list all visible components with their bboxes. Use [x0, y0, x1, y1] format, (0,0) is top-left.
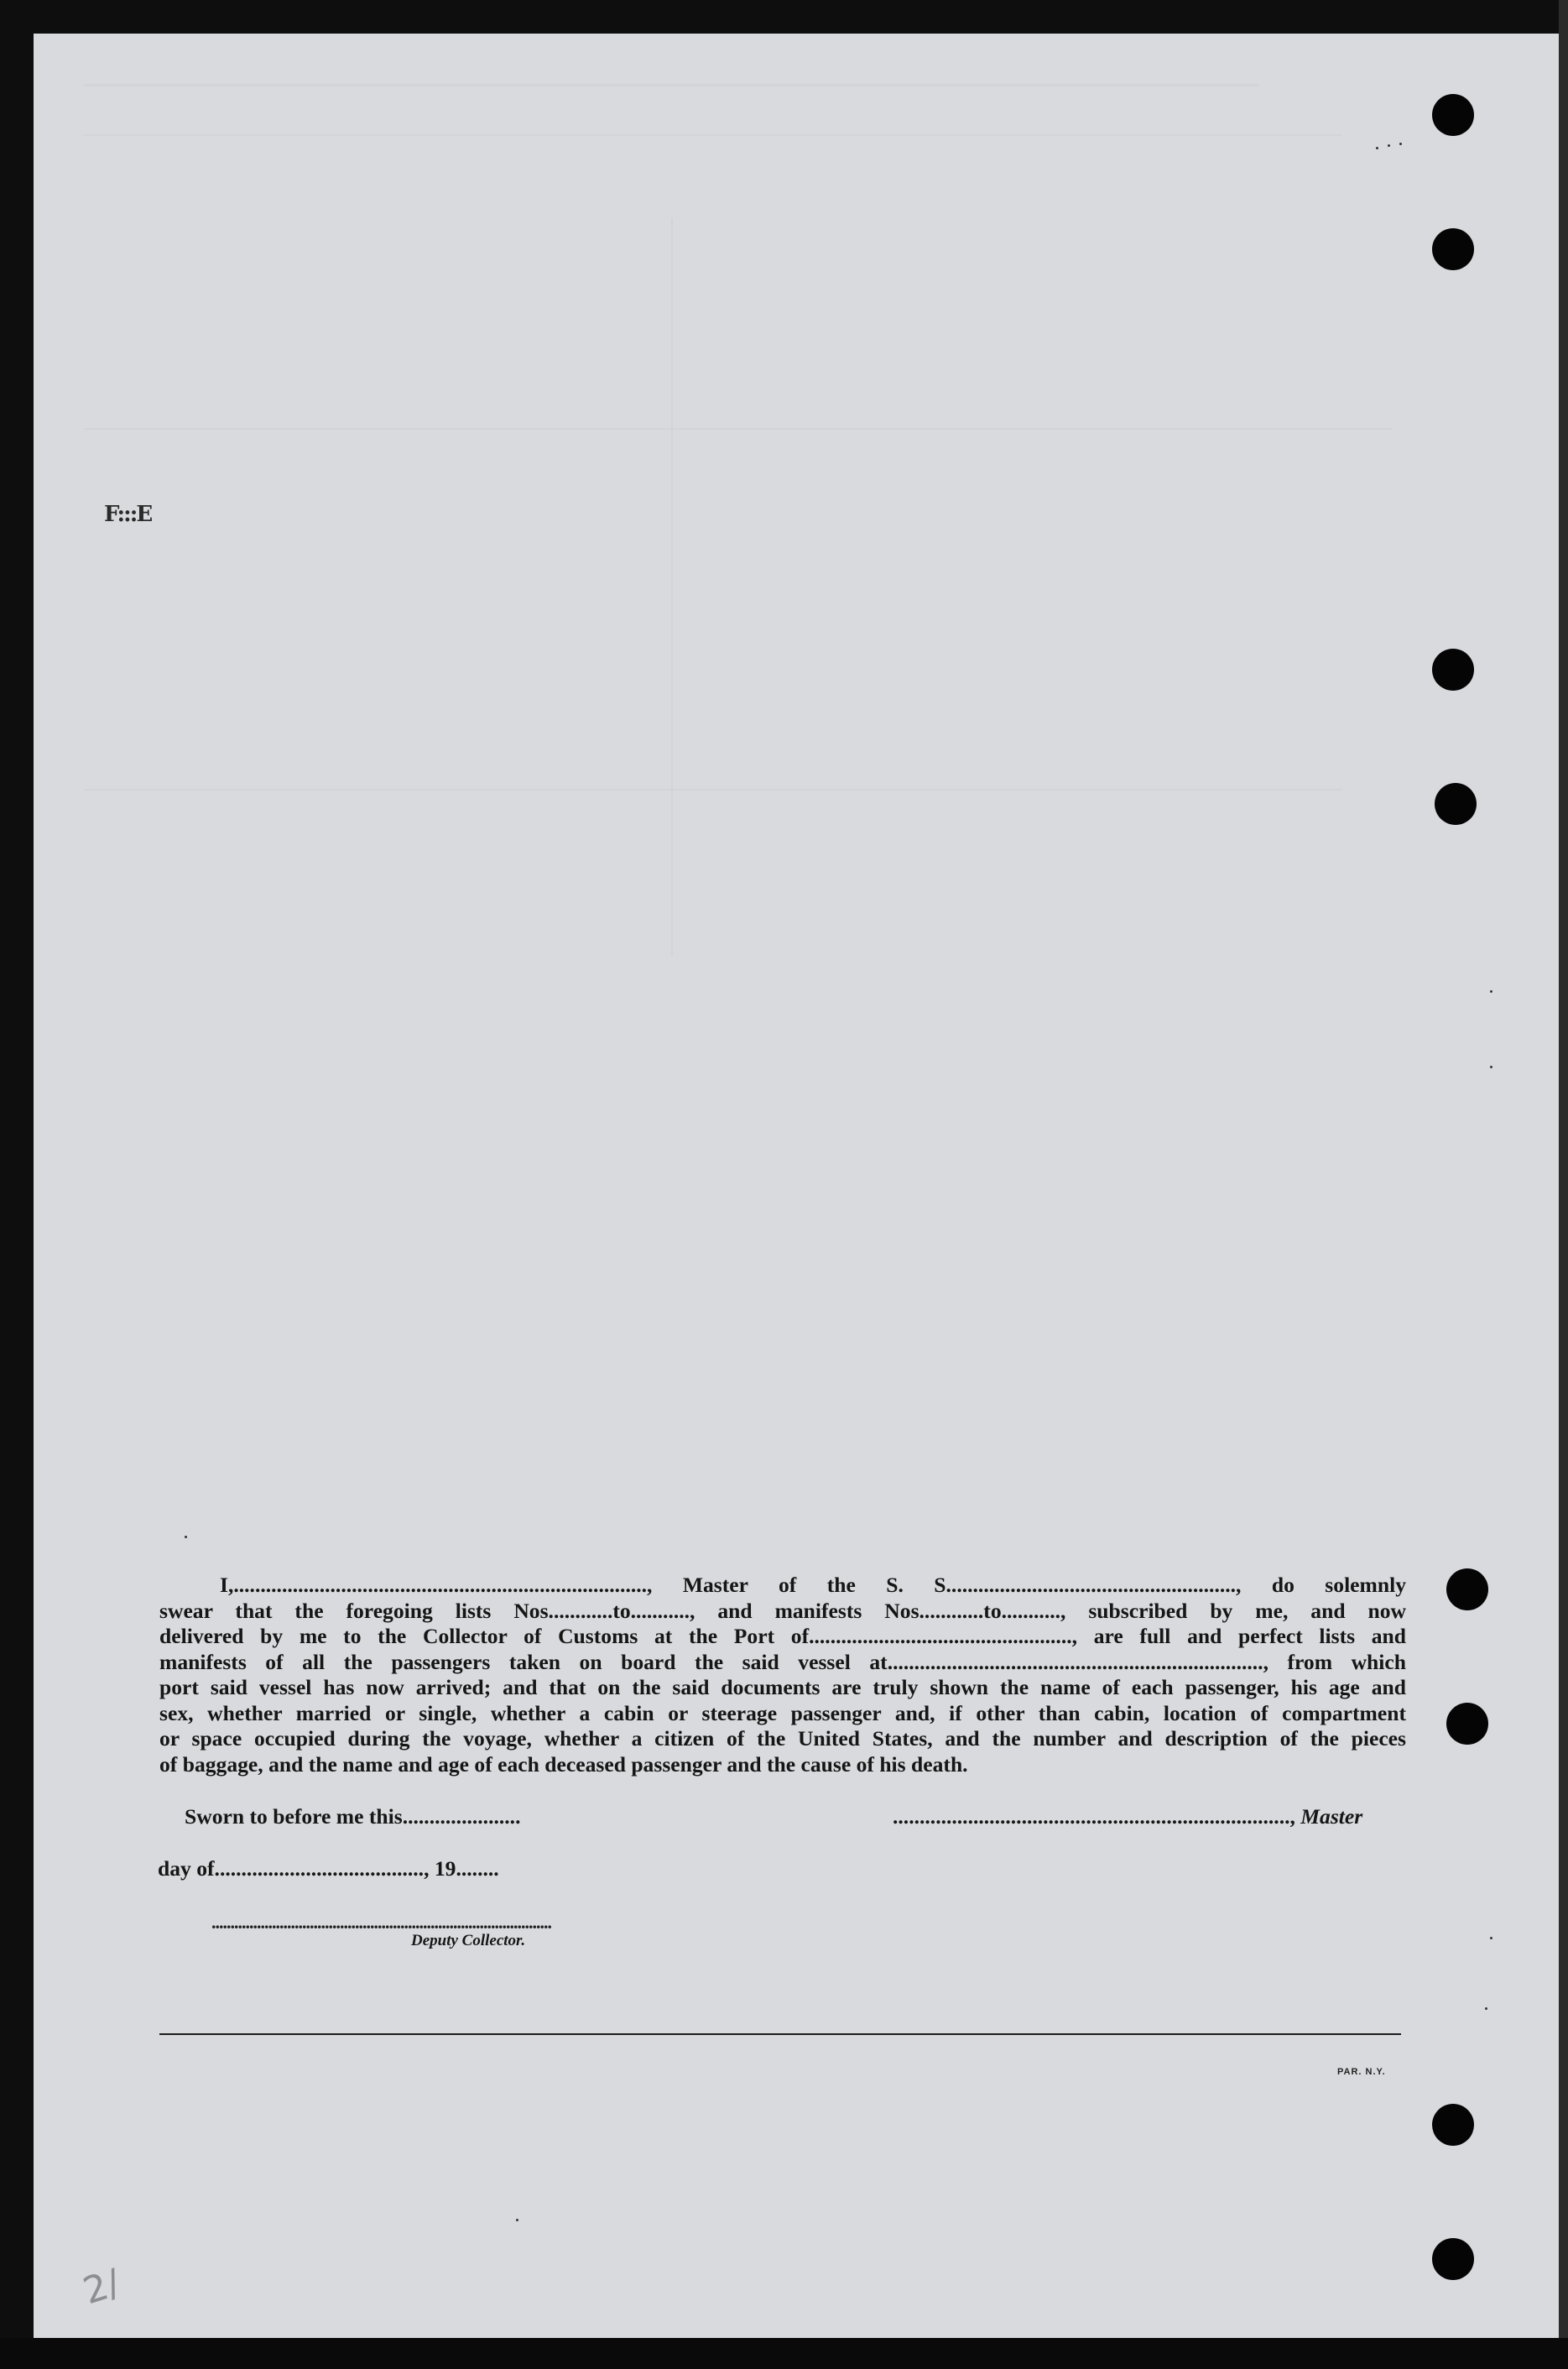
ghost-column-divider — [671, 218, 673, 957]
speck — [1376, 147, 1378, 149]
speck — [1490, 1066, 1492, 1068]
sworn-line: Sworn to before me this...................... — [185, 1804, 521, 1829]
oath-line: port said vessel has now arrived; and that on the said documents are truly shown the name of each passenger, his age and — [159, 1675, 1406, 1699]
document-page — [34, 34, 1559, 2338]
binder-hole — [1432, 2238, 1474, 2280]
oath-line: manifests of all the passengers taken on board the said vessel at......................................................................, from which — [159, 1649, 1406, 1674]
speck — [516, 2219, 518, 2221]
binder-hole — [1446, 1703, 1488, 1745]
ghost-band-mid — [84, 428, 1393, 430]
pencil-annotation: 2/ — [78, 2261, 126, 2314]
ghost-band-lower — [84, 789, 1342, 791]
master-signature-dots: .........................................................................., — [893, 1804, 1301, 1829]
speck — [185, 1536, 187, 1538]
oath-line: delivered by me to the Collector of Customs at the Port of................................................., are full and perfect lists and — [159, 1624, 1406, 1648]
oath-line: sex, whether married or single, whether a cabin or steerage passenger and, if other than cabin, location of compartment — [159, 1700, 1406, 1725]
oath-line: swear that the foregoing lists Nos............to..........., and manifests Nos............to..........., subscribed by me, and now — [159, 1598, 1406, 1623]
binder-hole — [1432, 2104, 1474, 2146]
speck — [1399, 143, 1402, 145]
day-line: day of......................................., 19........ — [158, 1856, 499, 1881]
printer-mark: PAR. N.Y. — [1337, 2067, 1386, 2077]
horizontal-rule — [159, 2033, 1401, 2035]
deputy-signature-dots: .......................................................................................... — [211, 1912, 551, 1933]
oath-line: of baggage, and the name and age of each deceased passenger and the cause of his death. — [159, 1751, 968, 1777]
ghost-band-upper — [84, 134, 1342, 136]
ink-smudge: F:::E — [104, 502, 152, 527]
ghost-band-top — [84, 84, 1258, 86]
speck — [1388, 144, 1390, 147]
scan-edge-right — [1559, 0, 1568, 2369]
binder-hole — [1432, 228, 1474, 270]
master-label: Master — [1300, 1804, 1363, 1829]
binder-hole — [1432, 649, 1474, 691]
speck — [1490, 1937, 1492, 1939]
binder-hole — [1432, 94, 1474, 136]
binder-hole — [1435, 783, 1477, 825]
deputy-collector-label: Deputy Collector. — [411, 1932, 526, 1949]
oath-paragraph — [159, 1573, 1406, 1777]
binder-hole — [1446, 1568, 1488, 1610]
speck — [1490, 990, 1492, 993]
oath-line: or space occupied during the voyage, whether a citizen of the United States, and the number and description of the pieces — [159, 1726, 1406, 1751]
master-signature-line — [893, 1804, 1362, 1829]
oath-line: I,............................................................................., Master of the S. S......................................................, do solemnly — [220, 1573, 1406, 1597]
speck — [1485, 2007, 1487, 2010]
scan-edge-bottom — [0, 2338, 1568, 2369]
